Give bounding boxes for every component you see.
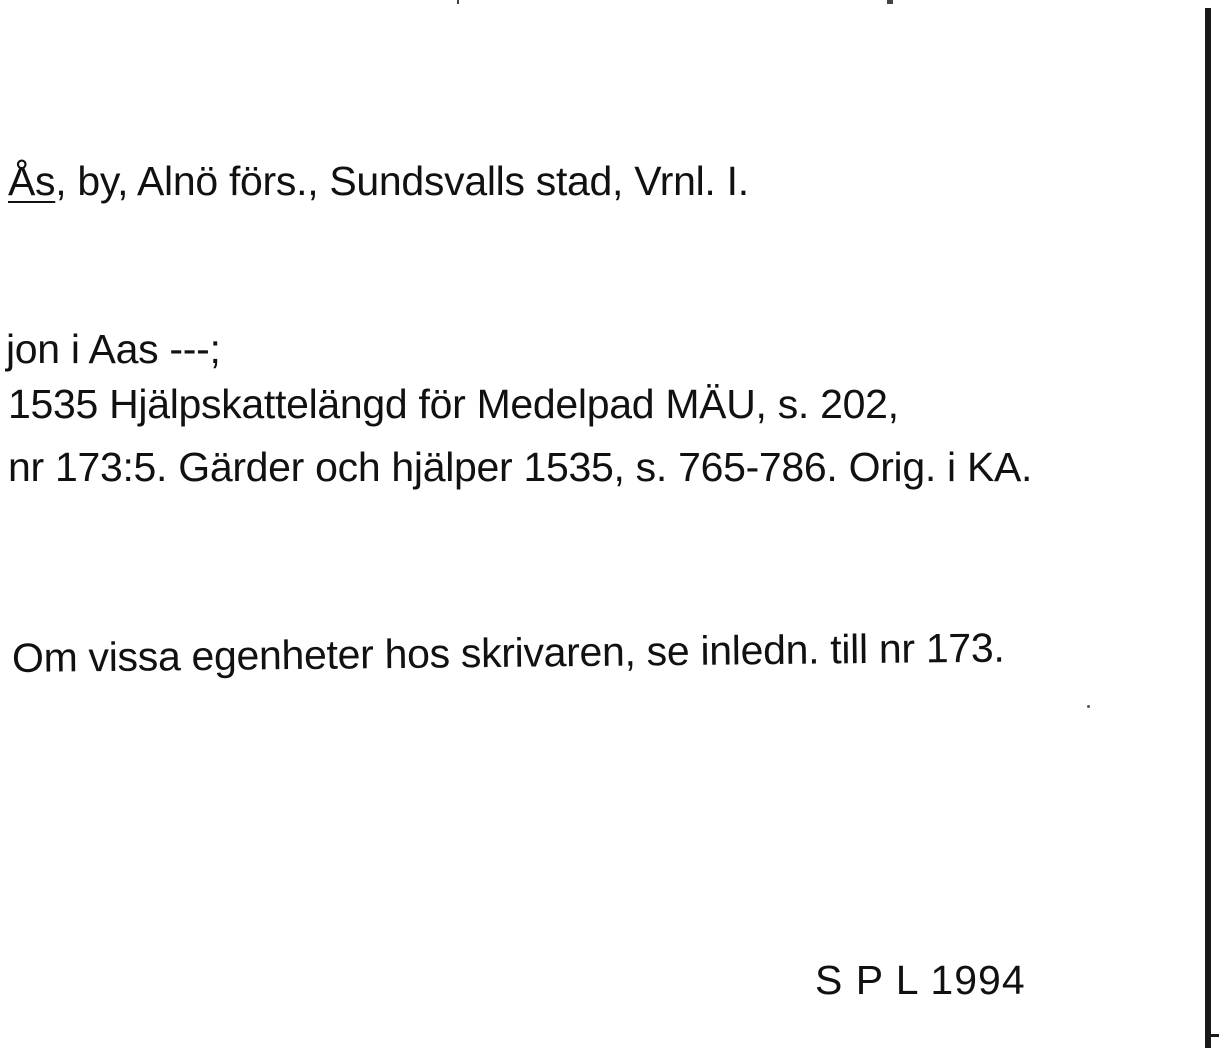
scan-dot <box>1087 705 1090 708</box>
signature: S P L 1994 <box>815 957 1026 1003</box>
scribe-note: Om vissa egenheter hos skrivaren, se inledn. till nr 173. <box>11 624 1005 681</box>
place-description: , by, Alnö förs., Sundsvalls stad, Vrnl. I. <box>55 158 749 204</box>
place-headword: Ås <box>8 158 56 204</box>
card-border-tick <box>1211 1034 1219 1037</box>
source-reference-line-1: 1535 Hjälpskattelängd för Medelpad MÄU, s. 202, <box>8 381 899 427</box>
place-heading <box>8 157 749 205</box>
scan-speck <box>887 0 893 4</box>
name-entry: jon i Aas ---; <box>6 326 221 372</box>
source-reference-line-2: nr 173:5. Gärder och hjälper 1535, s. 765-786. Orig. i KA. <box>8 444 1033 490</box>
scan-speck <box>457 0 459 4</box>
card-right-border <box>1205 8 1211 1048</box>
